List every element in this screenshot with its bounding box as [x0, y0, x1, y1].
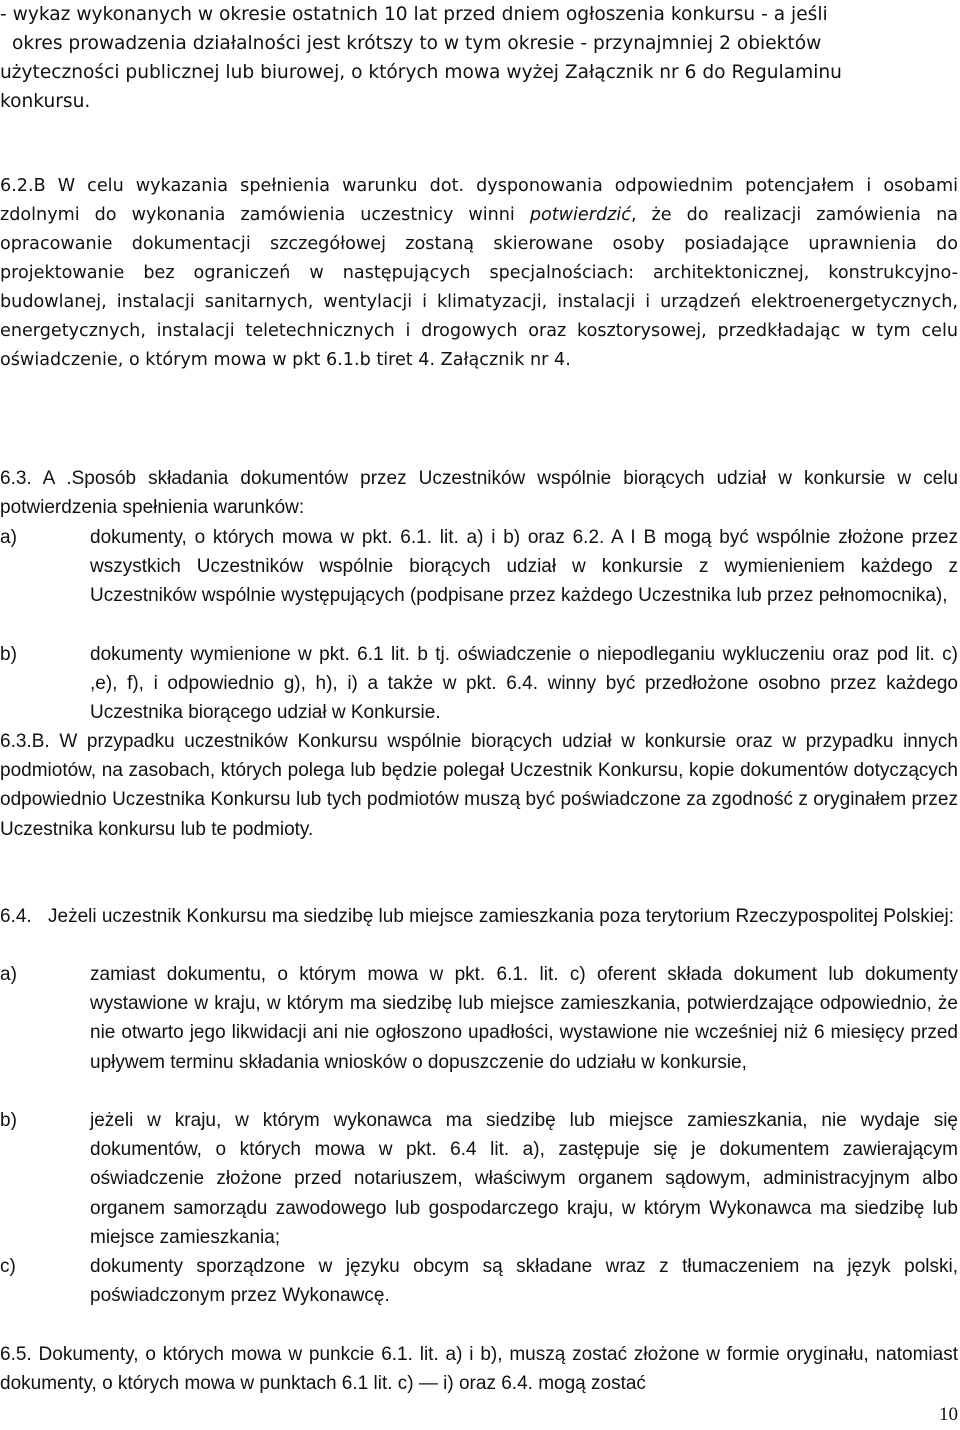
intro-line: okres prowadzenia działalności jest krótszy to w tym okresie - przynajmniej 2 obiektów [12, 33, 822, 54]
section-6-2-b [0, 172, 958, 375]
list-item [0, 1252, 958, 1310]
page-number: 10 [939, 1404, 958, 1425]
list-item-text: zamiast dokumentu, o którym mowa w pkt. 6.1. lit. c) oferent składa dokument lub dokumenty wystawione w kraju, w którym ma siedzibę lub miejsce zamieszkania, potwierdzające odpowiednio, że nie otwarto jego likwidacji ani nie ogłoszono upadłości, wystawione nie wcześniej niż 6 miesięcy przed upływem terminu składania wniosków o dopuszczenie do udziału w konkursie, [90, 964, 958, 1073]
list-marker: a) [0, 964, 17, 985]
list-marker: b) [0, 1110, 17, 1131]
list-item [0, 640, 958, 728]
section-6-5: 6.5. Dokumenty, o których mowa w punkcie 6.1. lit. a) i b), muszą zostać złożone w formie oryginału, natomiast dokumenty, o których mowa w punktach 6.1 lit. c) — i) oraz 6.4. mogą zostać [0, 1344, 958, 1395]
section-6-4-text: Jeżeli uczestnik Konkursu ma siedzibę lub miejsce zamieszkania poza terytorium Rzeczypospolitej Polskiej: [48, 906, 955, 927]
section-6-2-b-text: , że do realizacji zamówienia na opracowanie dokumentacji szczegółowej zostaną skierowane osoby posiadające uprawnienia do projektowanie bez ograniczeń w następujących specjalnościach: architektonicznej, konstrukcyjno-budowlanej, instalacji sanitarnych, wentylacji i klimatyzacji, instalacji i urządzeń elektroenergetycznych, energetycznych, instalacji teletechnicznych i drogowych oraz kosztorysowej, przedkładając w tym celu oświadczenie, o którym mowa w pkt 6.1.b tiret 4. Załącznik nr 4. [0, 205, 959, 370]
list-item [0, 523, 958, 611]
section-6-4 [0, 902, 958, 931]
section-6-3-b: 6.3.B. W przypadku uczestników Konkursu wspólnie biorących udział w konkursie oraz w przypadku innych podmiotów, na zasobach, których polega lub będzie polegał Uczestnik Konkursu, kopie dokumentów dotyczących odpowiednio Uczestnika Konkursu lub tych podmiotów muszą być poświadczone za zgodność z oryginałem przez Uczestnika konkursu lub te podmioty. [0, 731, 958, 840]
section-6-2-b-text: 6.2.B W celu wykazania spełnienia warunku dot. dysponowania odpowiednim potencjałem i osobami zdolnymi do wykonania zamówienia uczestnicy winni [0, 176, 958, 225]
list-item-text: dokumenty, o których mowa w pkt. 6.1. lit. a) i b) oraz 6.2. A I B mogą być wspólnie złożone przez wszystkich Uczestników wspólnie biorących udział w konkursie z wymienieniem każdego z Uczestników wspólnie występujących (podpisane przez każdego Uczestnika lub przez pełnomocnika), [90, 527, 958, 607]
list-marker: c) [0, 1256, 16, 1277]
intro-line: konkursu. [0, 91, 91, 112]
intro-line: - wykaz wykonanych w okresie ostatnich 10 lat przed dniem ogłoszenia konkursu - a jeśli [0, 4, 828, 25]
section-6-3-a: 6.3. A .Sposób składania dokumentów przez Uczestników wspólnie biorących udział w konkursie w celu potwierdzenia spełnienia warunków: [0, 468, 958, 519]
list-item-text: dokumenty wymienione w pkt. 6.1 lit. b tj. oświadczenie o niepodleganiu wykluczeniu oraz pod lit. c) ,e), f), i odpowiednio g), h), i) a także w pkt. 6.4. winny być przedłożone osobno przez każdego Uczestnika biorącego udział w Konkursie. [90, 644, 958, 724]
list-marker: a) [0, 527, 17, 548]
list-item [0, 960, 958, 1077]
list-item-text: jeżeli w kraju, w którym wykonawca ma siedzibę lub miejsce zamieszkania, nie wydaje się dokumentów, o których mowa w pkt. 6.4 lit. a), zastępuje się je dokumentem zawierającym oświadczenie złożone przed notariuszem, właściwym organem sądowym, administracyjnym albo organem samorządu zawodowego lub gospodarczego kraju, w którym Wykonawca ma siedzibę lub miejsce zamieszkania; [90, 1110, 958, 1248]
section-6-2-b-emphasis: potwierdzić [529, 205, 631, 225]
section-number: 6.4. [0, 906, 32, 927]
intro-paragraph [0, 0, 958, 116]
intro-line: użyteczności publicznej lub biurowej, o których mowa wyżej Załącznik nr 6 do Regulaminu [0, 62, 842, 83]
list-item-text: dokumenty sporządzone w języku obcym są składane wraz z tłumaczeniem na język polski, poświadczonym przez Wykonawcę. [90, 1256, 958, 1307]
list-item [0, 1106, 958, 1252]
list-marker: b) [0, 644, 17, 665]
